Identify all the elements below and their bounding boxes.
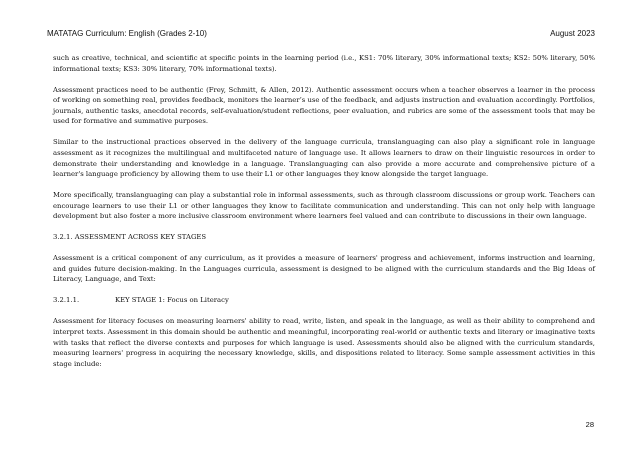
subsection-number: 3.2.1.1. [53,296,80,305]
document-date: August 2023 [550,29,595,38]
paragraph-translanguaging-role: Similar to the instructional practices observed in the delivery of the language curricula, translanguaging can also play a significant role in language assessment as it recognizes the multilingual and multifaceted nature of language use. It allows learners to draw on their linguistic resources in order to demonstrate their understanding and knowledge in a language. Translanguaging can also provide a more accurate and comprehensive picture of a learner's language proficiency by allowing them to use their L1 or other languages they know alongside the target language. [53,138,595,179]
page-header [47,28,595,40]
subsection-title: KEY STAGE 1: Focus on Literacy [115,296,229,305]
subsection-heading [53,295,595,306]
paragraph-text-types: such as creative, technical, and scientific at specific points in the learning period (i.e., KS1: 70% literary, 30% informational texts; KS2: 50% literary, 50% informational texts; KS3: 30% literary, 70% informational texts). [53,54,595,73]
paragraph-authentic-assessment: Assessment practices need to be authentic (Frey, Schmitt, & Allen, 2012). Authentic assessment occurs when a teacher observes a learner in the process of working on something real, provides feedback, monitors the learner’s use of the feedback, and adjusts instruction and evaluation accordingly. Portfolios, journals, authentic tasks, anecdotal records, self-evaluation/student reflections, peer evaluation, and rubrics are some of the assessment tools that may be used for formative and summative purposes. [53,85,595,126]
paragraph-literacy-assessment: Assessment for literacy focuses on measuring learners' ability to read, write, listen, and speak in the language, as well as their ability to comprehend and interpret texts. Assessment in this domain should be authentic and meaningful, incorporating real-world or authentic texts and literary or imaginative texts with tasks that reflect the diverse contexts and purposes for which language is used. Assessments should also be aligned with the curriculum standards, measuring learners' progress in acquiring the necessary knowledge, skills, and dispositions related to literacy. Some sample assessment activities in this stage include: [53,317,595,368]
paragraph-informal-assessment: More specifically, translanguaging can play a substantial role in informal assessments, such as through classroom discussions or group work. Teachers can encourage learners to use their L1 or other languages they know to facilitate communication and understanding. This can not only help with language development but also foster a more inclusive classroom environment where learners feel valued and can contribute to discussions in their own language. [53,191,595,221]
section-heading: 3.2.1. ASSESSMENT ACROSS KEY STAGES [53,233,207,242]
page-body [53,53,595,380]
paragraph-assessment-overview: Assessment is a critical component of any curriculum, as it provides a measure of learners' progress and achievement, informs instruction and learning, and guides future decision-making. In the Languages curricula, assessment is designed to be aligned with the curriculum standards and the Big Ideas of Literacy, Language, and Text: [53,254,595,284]
document-title: MATATAG Curriculum: English (Grades 2-10) [47,29,207,38]
page-number: 28 [585,420,594,429]
